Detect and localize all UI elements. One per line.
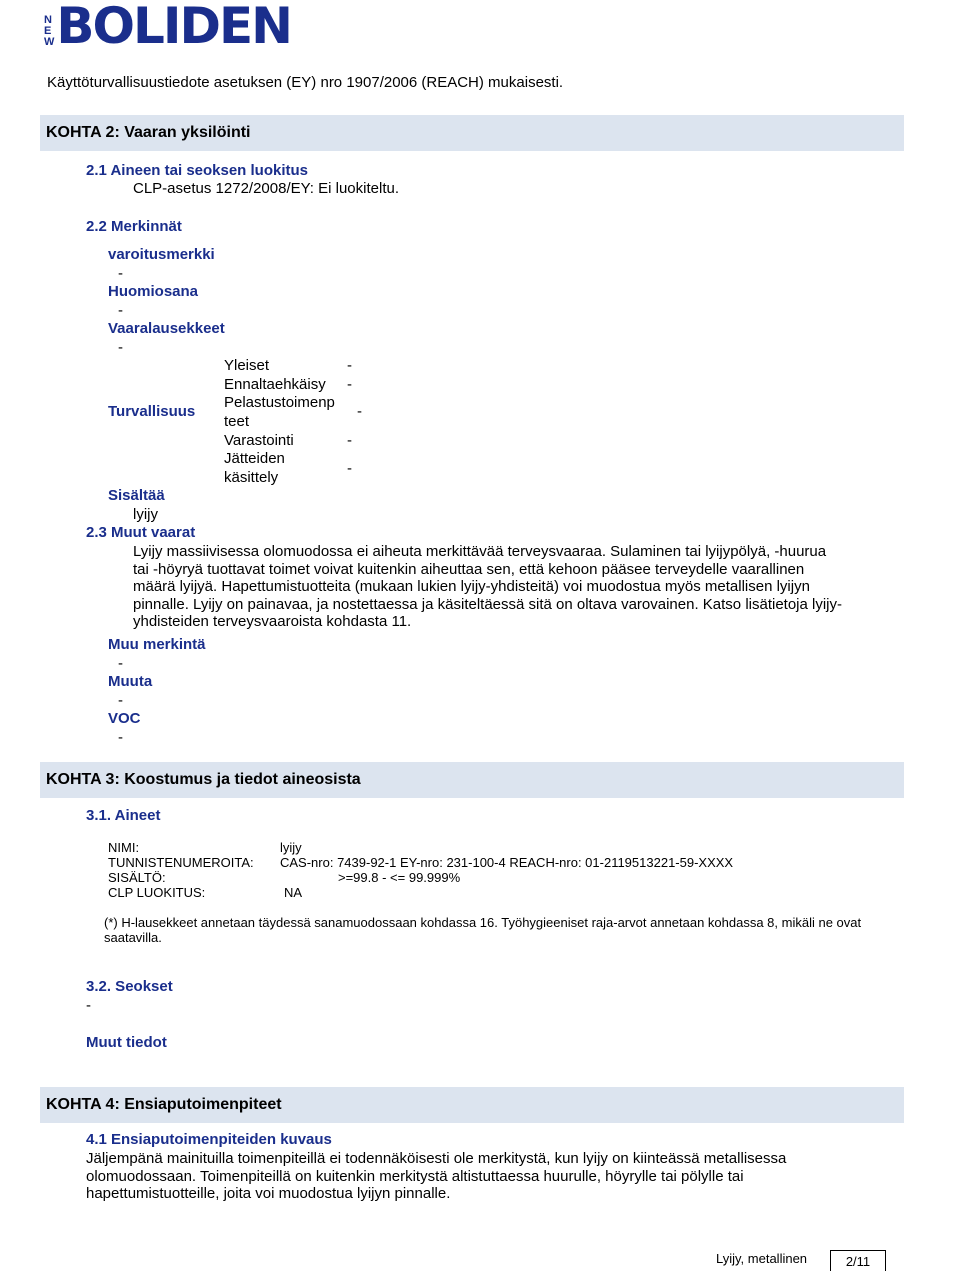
boliden-logo	[44, 0, 291, 55]
section-4-header: KOHTA 4: Ensiaputoimenpiteet	[40, 1087, 904, 1123]
turv-pelastus-2: teet	[224, 413, 250, 430]
muuta-value: -	[118, 692, 123, 709]
s23-paragraph: Lyijy massiivisessa olomuodossa ei aiheuta merkittävää terveysvaaraa. Sulaminen tai lyijypölyä, -huurua tai -höyryä tuottavat toimet voivat kuitenkin aiheuttaa sen, että kehoon pääsee terveydelle vaarallinen määrä lyijyä. Hapettumistuotteita (mukaan lukien lyijy-yhdisteitä) voi muodostua myös metallisen lyijyn pinnalle. Lyijy on painavaa, ja nostettaessa ja käsiteltäessä sitä on oltava varovainen. Katso lisätietoja lyijy- yhdisteiden terveysvaaroista kohdasta 11.	[133, 543, 843, 630]
s31-clp-label: CLP LUOKITUS:	[108, 885, 206, 900]
varoitusmerkki-label: varoitusmerkki	[108, 246, 215, 263]
vaaralausekkeet-value: -	[118, 339, 123, 356]
voc-label: VOC	[108, 710, 141, 727]
s32-value: -	[86, 997, 91, 1014]
sisaltaa-value: lyijy	[133, 506, 158, 523]
s41-paragraph: Jäljempänä mainituilla toimenpiteillä ei todennäköisesti ole merkitystä, kun lyijy on kiinteässä metallisessa olomuodossaan. Toimenpiteillä on kuitenkin merkitystä altistuttaessa huurulle, höyrylle tai pölylle tai hapettumistuotteille, joita voi muodostua lyijyn pinnalle.	[86, 1150, 787, 1202]
vaaralausekkeet-label: Vaaralausekkeet	[108, 320, 225, 337]
footer-page-number: 2/11	[830, 1250, 886, 1271]
turv-yleiset: Yleiset	[224, 357, 270, 374]
turv-varastointi: Varastointi	[224, 432, 294, 449]
turv-pelastus: Pelastustoimenp	[224, 394, 335, 411]
turv-ennaltaehkaisy-value: -	[347, 376, 352, 393]
turv-ennaltaehkaisy: Ennaltaehkäisy	[224, 376, 326, 393]
varoitusmerkki-value: -	[118, 265, 123, 282]
s31-note: (*) H-lausekkeet annetaan täydessä sanamuodossaan kohdassa 16. Työhygieeniset raja-arvot annetaan kohdassa 8, mikäli ne ovat saatavilla.	[104, 915, 862, 945]
s22-title: 2.2 Merkinnät	[86, 218, 182, 235]
s21-text: CLP-asetus 1272/2008/EY: Ei luokiteltu.	[133, 180, 400, 197]
s31-name-value: lyijy	[280, 840, 302, 855]
s31-title: 3.1. Aineet	[86, 807, 161, 824]
s31-id-label: TUNNISTENUMEROITA:	[108, 855, 254, 870]
muuta-label: Muuta	[108, 673, 153, 690]
section-2-header: KOHTA 2: Vaaran yksilöinti	[40, 115, 904, 151]
s31-content-label: SISÄLTÖ:	[108, 870, 166, 885]
turv-yleiset-value: -	[347, 357, 352, 374]
footer-product: Lyijy, metallinen	[716, 1251, 808, 1266]
s32-title: 3.2. Seokset	[86, 978, 173, 995]
turv-jatteiden-2: käsittely	[224, 469, 279, 486]
turv-varastointi-value: -	[347, 432, 352, 449]
turv-pelastus-value: -	[357, 403, 362, 420]
muu-merkinta-label: Muu merkintä	[108, 636, 206, 653]
logo-new-mark: N E W	[44, 14, 55, 48]
s31-content-value: >=99.8 - <= 99.999%	[338, 870, 461, 885]
huomiosana-value: -	[118, 302, 123, 319]
s31-id-value: CAS-nro: 7439-92-1 EY-nro: 231-100-4 REACH-nro: 01-2119513221-59-XXXX	[280, 855, 734, 870]
turv-jatteiden: Jätteiden	[224, 450, 285, 467]
s31-name-label: NIMI:	[108, 840, 140, 855]
regulation-line: Käyttöturvallisuustiedote asetuksen (EY) nro 1907/2006 (REACH) mukaisesti.	[47, 74, 564, 91]
huomiosana-label: Huomiosana	[108, 283, 199, 300]
turv-jatteiden-value: -	[347, 460, 352, 477]
s41-title: 4.1 Ensiaputoimenpiteiden kuvaus	[86, 1131, 332, 1148]
logo-wordmark: BOLIDEN	[56, 0, 291, 55]
s31-clp-value: NA	[284, 885, 303, 900]
sisaltaa-label: Sisältää	[108, 487, 165, 504]
turvallisuus-label: Turvallisuus	[108, 403, 196, 420]
voc-value: -	[118, 729, 123, 746]
muut-tiedot-label: Muut tiedot	[86, 1034, 167, 1051]
s21-title: 2.1 Aineen tai seoksen luokitus	[86, 162, 309, 179]
section-3-header: KOHTA 3: Koostumus ja tiedot aineosista	[40, 762, 904, 798]
muu-merkinta-value: -	[118, 655, 123, 672]
s23-title: 2.3 Muut vaarat	[86, 524, 196, 541]
